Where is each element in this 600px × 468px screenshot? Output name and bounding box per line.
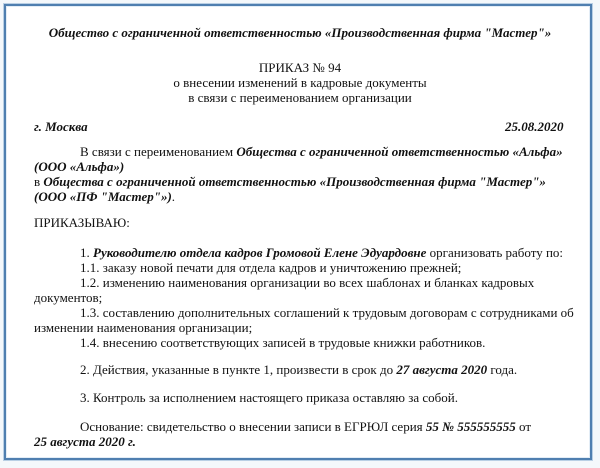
deadline-date: 27 августа 2020 bbox=[396, 362, 488, 377]
order-item-1-4: 1.4. внесению соответствующих записей в трудовые книжки работников. bbox=[80, 335, 486, 350]
order-item-1-2: 1.2. изменению наименования организации во всех шаблонах и бланках кадровых bbox=[80, 275, 535, 290]
item-number: 1. bbox=[80, 245, 93, 260]
responsible-person: Руководителю отдела кадров Громовой Елене Эдуардовне bbox=[93, 245, 427, 260]
preamble-text: . bbox=[171, 189, 176, 204]
order-item-2 bbox=[80, 362, 517, 377]
order-item-3: 3. Контроль за исполнением настоящего приказа оставляю за собой. bbox=[80, 390, 458, 405]
order-subtitle-line-1: о внесении изменений в кадровые документы bbox=[173, 75, 427, 90]
order-city: г. Москва bbox=[34, 119, 88, 134]
registry-number: 55 № 555555555 bbox=[425, 419, 516, 434]
basis-date: 25 августа 2020 г. bbox=[34, 434, 136, 449]
new-company-short-name: (ООО «ПФ "Мастер"») bbox=[34, 189, 172, 204]
basis-text: от bbox=[515, 419, 532, 434]
order-item-1-2-continued: документов; bbox=[34, 290, 103, 305]
order-item-1 bbox=[80, 245, 563, 260]
order-word: ПРИКАЗЫВАЮ: bbox=[34, 215, 130, 230]
organization-header: Общество с ограниченной ответственностью «Производственная фирма "Мастер"» bbox=[48, 25, 552, 40]
preamble-line-1 bbox=[80, 144, 563, 159]
preamble-text: в bbox=[34, 174, 44, 189]
item-text: года. bbox=[487, 362, 518, 377]
item-text: 2. Действия, указанные в пункте 1, произвести в срок до bbox=[80, 362, 397, 377]
basis-text: Основание: свидетельство о внесении записи в ЕГРЮЛ серия bbox=[80, 419, 426, 434]
old-company-short-name: (ООО «Альфа») bbox=[34, 159, 125, 174]
order-title: ПРИКАЗ № 94 bbox=[258, 60, 342, 75]
basis-line-1 bbox=[80, 419, 531, 434]
new-company-name: Общества с ограниченной ответственностью «Производственная фирма "Мастер"» bbox=[43, 174, 546, 189]
order-item-1-3: 1.3. составлению дополнительных соглашений к трудовым договорам с сотрудниками об bbox=[80, 305, 574, 320]
item-text: организовать работу по: bbox=[426, 245, 564, 260]
old-company-name: Общества с ограниченной ответственностью «Альфа» bbox=[236, 144, 563, 159]
order-date: 25.08.2020 bbox=[505, 119, 564, 134]
preamble-line-3 bbox=[34, 174, 546, 189]
preamble-text: В связи с переименованием bbox=[80, 144, 237, 159]
order-item-1-1: 1.1. заказу новой печати для отдела кадров и уничтожению прежней; bbox=[80, 260, 462, 275]
preamble-line-4 bbox=[34, 189, 175, 204]
order-subtitle-line-2: в связи с переименованием организации bbox=[188, 90, 412, 105]
order-item-1-3-continued: изменении наименования организации; bbox=[34, 320, 253, 335]
